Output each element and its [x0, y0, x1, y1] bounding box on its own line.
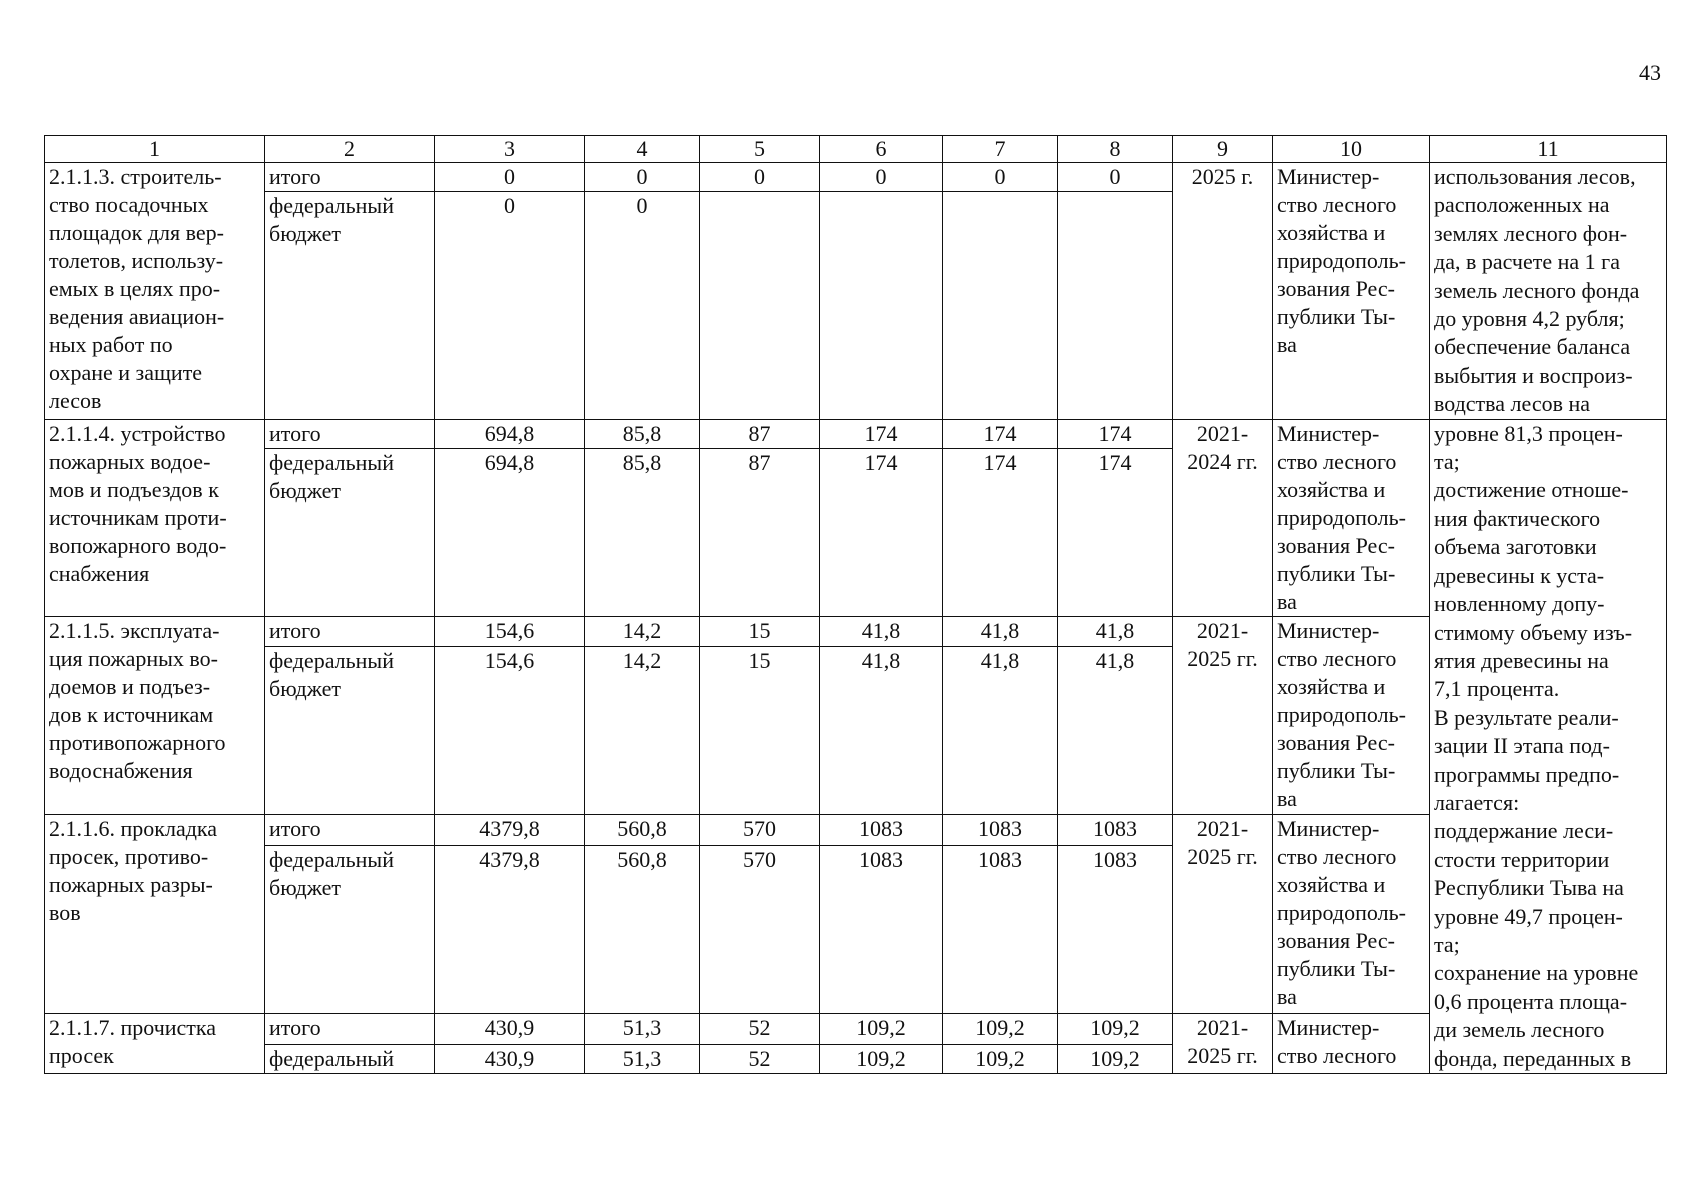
value-cell: 1083	[943, 846, 1058, 1014]
value-cell: 14,2	[585, 647, 700, 815]
value-cell: 560,8	[585, 846, 700, 1014]
value-cell: 1083	[820, 815, 943, 846]
source-federal: федеральный бюджет	[265, 846, 435, 1014]
value-cell: 560,8	[585, 815, 700, 846]
value-cell: 85,8	[585, 419, 700, 448]
source-federal: федеральный бюджет	[265, 192, 435, 419]
value-cell: 694,8	[435, 419, 585, 448]
program-table	[44, 135, 1667, 1074]
value-cell: 1083	[943, 815, 1058, 846]
value-cell: 52	[700, 1045, 820, 1074]
value-cell: 85,8	[585, 448, 700, 616]
value-cell: 430,9	[435, 1045, 585, 1074]
header-cell: 10	[1273, 136, 1430, 163]
value-cell: 4379,8	[435, 846, 585, 1014]
value-cell	[1058, 192, 1173, 419]
activity-name: 2.1.1.4. устройство пожарных водое- мов и подъездов к источникам проти- вопожарного водо- снабжения	[45, 419, 265, 616]
period-cell: 2021- 2025 гг.	[1173, 616, 1273, 815]
value-cell: 154,6	[435, 647, 585, 815]
value-cell: 570	[700, 815, 820, 846]
value-cell: 109,2	[943, 1045, 1058, 1074]
value-cell: 174	[943, 448, 1058, 616]
source-federal: федеральный	[265, 1045, 435, 1074]
header-cell: 4	[585, 136, 700, 163]
period-cell: 2025 г.	[1173, 163, 1273, 420]
executor-cell: Министер- ство лесного хозяйства и природополь- зования Рес- публики Ты- ва	[1273, 419, 1430, 616]
header-cell: 1	[45, 136, 265, 163]
value-cell: 52	[700, 1014, 820, 1045]
source-total: итого	[265, 1014, 435, 1045]
value-cell	[820, 192, 943, 419]
result-text-part-1: использования лесов, расположенных на землях лесного фон- да, в расчете на 1 га земель лесного фонда до уровня 4,2 рубля; обеспечение баланса выбытия и воспроиз- водства лесов на	[1430, 163, 1667, 420]
period-cell: 2021- 2025 гг.	[1173, 815, 1273, 1014]
value-cell: 14,2	[585, 616, 700, 647]
value-cell: 0	[1058, 163, 1173, 192]
activity-name: 2.1.1.7. прочистка просек	[45, 1014, 265, 1074]
table-row	[45, 163, 1667, 192]
value-cell: 51,3	[585, 1045, 700, 1074]
value-cell: 174	[943, 419, 1058, 448]
header-cell: 6	[820, 136, 943, 163]
value-cell: 570	[700, 846, 820, 1014]
source-total: итого	[265, 163, 435, 192]
page-number: 43	[1639, 60, 1661, 85]
header-cell: 7	[943, 136, 1058, 163]
source-total: итого	[265, 815, 435, 846]
source-federal: федеральный бюджет	[265, 448, 435, 616]
source-total: итого	[265, 616, 435, 647]
value-cell: 41,8	[943, 616, 1058, 647]
value-cell: 0	[435, 192, 585, 419]
value-cell: 41,8	[820, 647, 943, 815]
period-cell: 2021- 2025 гг.	[1173, 1014, 1273, 1074]
value-cell: 694,8	[435, 448, 585, 616]
value-cell: 0	[585, 192, 700, 419]
value-cell: 51,3	[585, 1014, 700, 1045]
value-cell: 0	[585, 163, 700, 192]
value-cell: 1083	[1058, 846, 1173, 1014]
value-cell: 41,8	[820, 616, 943, 647]
executor-cell: Министер- ство лесного хозяйства и природополь- зования Рес- публики Ты- ва	[1273, 616, 1430, 815]
source-total: итого	[265, 419, 435, 448]
table-row	[45, 1014, 1667, 1045]
executor-cell: Министер- ство лесного хозяйства и природополь- зования Рес- публики Ты- ва	[1273, 163, 1430, 420]
period-cell: 2021- 2024 гг.	[1173, 419, 1273, 616]
value-cell: 41,8	[1058, 616, 1173, 647]
executor-cell: Министер- ство лесного хозяйства и природополь- зования Рес- публики Ты- ва	[1273, 815, 1430, 1014]
executor-cell: Министер- ство лесного	[1273, 1014, 1430, 1074]
value-cell: 4379,8	[435, 815, 585, 846]
value-cell	[943, 192, 1058, 419]
value-cell: 87	[700, 448, 820, 616]
value-cell: 87	[700, 419, 820, 448]
value-cell: 41,8	[943, 647, 1058, 815]
value-cell	[700, 192, 820, 419]
header-row	[45, 136, 1667, 163]
value-cell: 41,8	[1058, 647, 1173, 815]
value-cell: 0	[435, 163, 585, 192]
header-cell: 11	[1430, 136, 1667, 163]
value-cell: 174	[820, 419, 943, 448]
activity-name: 2.1.1.3. строитель- ство посадочных площадок для вер- толетов, использу- емых в целях про- ведения авиацион- ных работ по охране и защите лесов	[45, 163, 265, 420]
value-cell: 109,2	[943, 1014, 1058, 1045]
source-federal: федеральный бюджет	[265, 647, 435, 815]
header-cell: 2	[265, 136, 435, 163]
table-row	[45, 815, 1667, 846]
value-cell: 430,9	[435, 1014, 585, 1045]
header-cell: 5	[700, 136, 820, 163]
header-cell: 8	[1058, 136, 1173, 163]
value-cell: 0	[700, 163, 820, 192]
value-cell: 109,2	[1058, 1045, 1173, 1074]
value-cell: 154,6	[435, 616, 585, 647]
value-cell: 174	[820, 448, 943, 616]
value-cell: 0	[820, 163, 943, 192]
value-cell: 15	[700, 647, 820, 815]
header-cell: 3	[435, 136, 585, 163]
table-row	[45, 616, 1667, 647]
value-cell: 0	[943, 163, 1058, 192]
value-cell: 109,2	[1058, 1014, 1173, 1045]
value-cell: 109,2	[820, 1014, 943, 1045]
header-cell: 9	[1173, 136, 1273, 163]
value-cell: 15	[700, 616, 820, 647]
value-cell: 174	[1058, 419, 1173, 448]
activity-name: 2.1.1.5. эксплуата- ция пожарных во- доемов и подъез- дов к источникам противопожарного водоснабжения	[45, 616, 265, 815]
value-cell: 109,2	[820, 1045, 943, 1074]
table-row	[45, 419, 1667, 448]
result-text-part-2: уровне 81,3 процен- та; достижение отноше- ния фактического объема заготовки древесины к уста- новленному допу- стимому объему изъ- ятия древесины на 7,1 процента. В результате реали- зации II этапа под- программы предпо- лагается: поддержание леси- стости территории Республики Тыва на уровне 49,7 процен- та; сохранение на уровне 0,6 процента площа- ди земель лесного фонда, переданных в	[1430, 419, 1667, 1073]
activity-name: 2.1.1.6. прокладка просек, противо- пожарных разры- вов	[45, 815, 265, 1014]
value-cell: 1083	[820, 846, 943, 1014]
value-cell: 1083	[1058, 815, 1173, 846]
value-cell: 174	[1058, 448, 1173, 616]
